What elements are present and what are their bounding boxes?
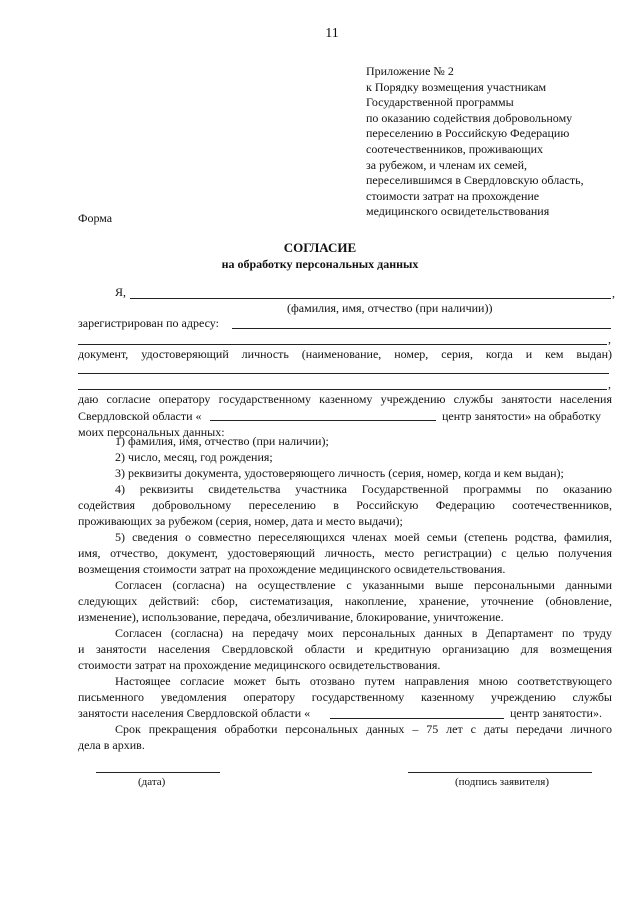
appendix-line: за рубежом, и членам их семей, (366, 157, 528, 172)
employment-center-field-line[interactable] (210, 420, 436, 421)
signature-label: (подпись заявителя) (455, 776, 550, 788)
appendix-line: Государственной программы (366, 95, 514, 110)
list-item: 3) реквизиты документа, удостоверяющего личность (серия, номер, когда и кем выдан); (115, 466, 564, 480)
appendix-line: переселившимся в Свердловскую область, (366, 173, 584, 188)
consent-text: Свердловской области « (78, 409, 202, 423)
name-field-line[interactable] (130, 298, 611, 299)
paragraph-text: дела в архив. (78, 738, 145, 752)
appendix-line: соотечественников, проживающих (366, 141, 544, 156)
appendix-line: переселению в Российскую Федерацию (366, 126, 570, 141)
address-field-line-2[interactable] (78, 344, 607, 345)
employment-center-field-line-2[interactable] (330, 718, 504, 719)
consent-text: моих персональных данных: (78, 425, 225, 439)
appendix-line: по оказанию содействия добровольному (366, 110, 573, 125)
paragraph-text: Настоящее согласие может быть отозвано путем направления мною соответствующего (115, 674, 612, 688)
date-label: (дата) (138, 776, 166, 788)
page-number: 11 (325, 26, 339, 41)
list-item: содействия добровольному переселению в Российскую Федерацию соотечественников, (78, 498, 612, 512)
document-field-line[interactable] (78, 373, 609, 374)
document-field-line-2[interactable] (78, 389, 607, 390)
document-comma: , (608, 377, 611, 391)
document-subtitle: на обработку персональных данных (221, 257, 419, 271)
list-item: имя, отчество, документ, удостоверяющий личность, место регистрации) с целью получения (78, 546, 612, 560)
appendix-line: к Порядку возмещения участникам (366, 79, 547, 94)
appendix-line: медицинского освидетельствования (366, 204, 550, 219)
name-field-hint: (фамилия, имя, отчество (при наличии)) (287, 301, 493, 315)
paragraph-text: изменение), использование, передача, обезличивание, блокирование, уничтожение. (78, 610, 504, 624)
consent-text: даю согласие оператору государственному казенному учреждению службы занятости населения (78, 392, 612, 406)
name-comma: , (612, 286, 615, 300)
paragraph-text: Согласен (согласна) на передачу моих персональных данных в Департамент по труду (115, 626, 612, 640)
paragraph-text: Срок прекращения обработки персональных данных – 75 лет с даты передачи личного (115, 722, 612, 736)
list-item: 2) число, месяц, год рождения; (115, 450, 273, 464)
appendix-line: Приложение № 2 (366, 64, 454, 78)
paragraph-text: следующих действий: сбор, систематизация, накопление, хранение, уточнение (обновление, (78, 594, 612, 608)
appendix-line: стоимости затрат на прохождение (366, 188, 540, 203)
form-label: Форма (78, 211, 113, 225)
signature-field-line[interactable] (408, 772, 592, 773)
address-label: зарегистрирован по адресу: (78, 316, 219, 330)
paragraph-text: стоимости затрат на прохождение медицинского освидетельствования. (78, 658, 441, 672)
list-item: 4) реквизиты свидетельства участника Государственной программы по оказанию (115, 482, 612, 496)
list-item: 5) сведения о совместно переселяющихся членах моей семьи (степень родства, фамилия, (115, 530, 612, 544)
date-field-line[interactable] (96, 772, 220, 773)
paragraph-text: Согласен (согласна) на осуществление с указанными выше персональными данными (115, 578, 612, 592)
consent-text: центр занятости» на обработку (442, 409, 601, 423)
appendix-header (366, 64, 626, 220)
paragraph-text: центр занятости». (510, 706, 602, 720)
paragraph-text: письменного уведомления оператору государственному казенному учреждению службы (78, 690, 612, 704)
list-item: проживающих за рубежом (серия, номер, дата и место выдачи); (78, 514, 403, 528)
address-comma: , (608, 332, 611, 346)
address-field-line[interactable] (232, 328, 611, 329)
document-title: СОГЛАСИЕ (283, 240, 357, 255)
document-label: документ, удостоверяющий личность (наименование, номер, серия, когда и кем выдан) (78, 347, 612, 361)
i-label: Я, (115, 285, 127, 299)
paragraph-text: и занятости населения Свердловской области и кредитную организацию для возмещения (78, 642, 612, 656)
paragraph-text: занятости населения Свердловской области « (78, 706, 311, 720)
list-item: 1) фамилия, имя, отчество (при наличии); (115, 434, 329, 448)
list-item: возмещения стоимости затрат на прохождение медицинского освидетельствования. (78, 562, 506, 576)
